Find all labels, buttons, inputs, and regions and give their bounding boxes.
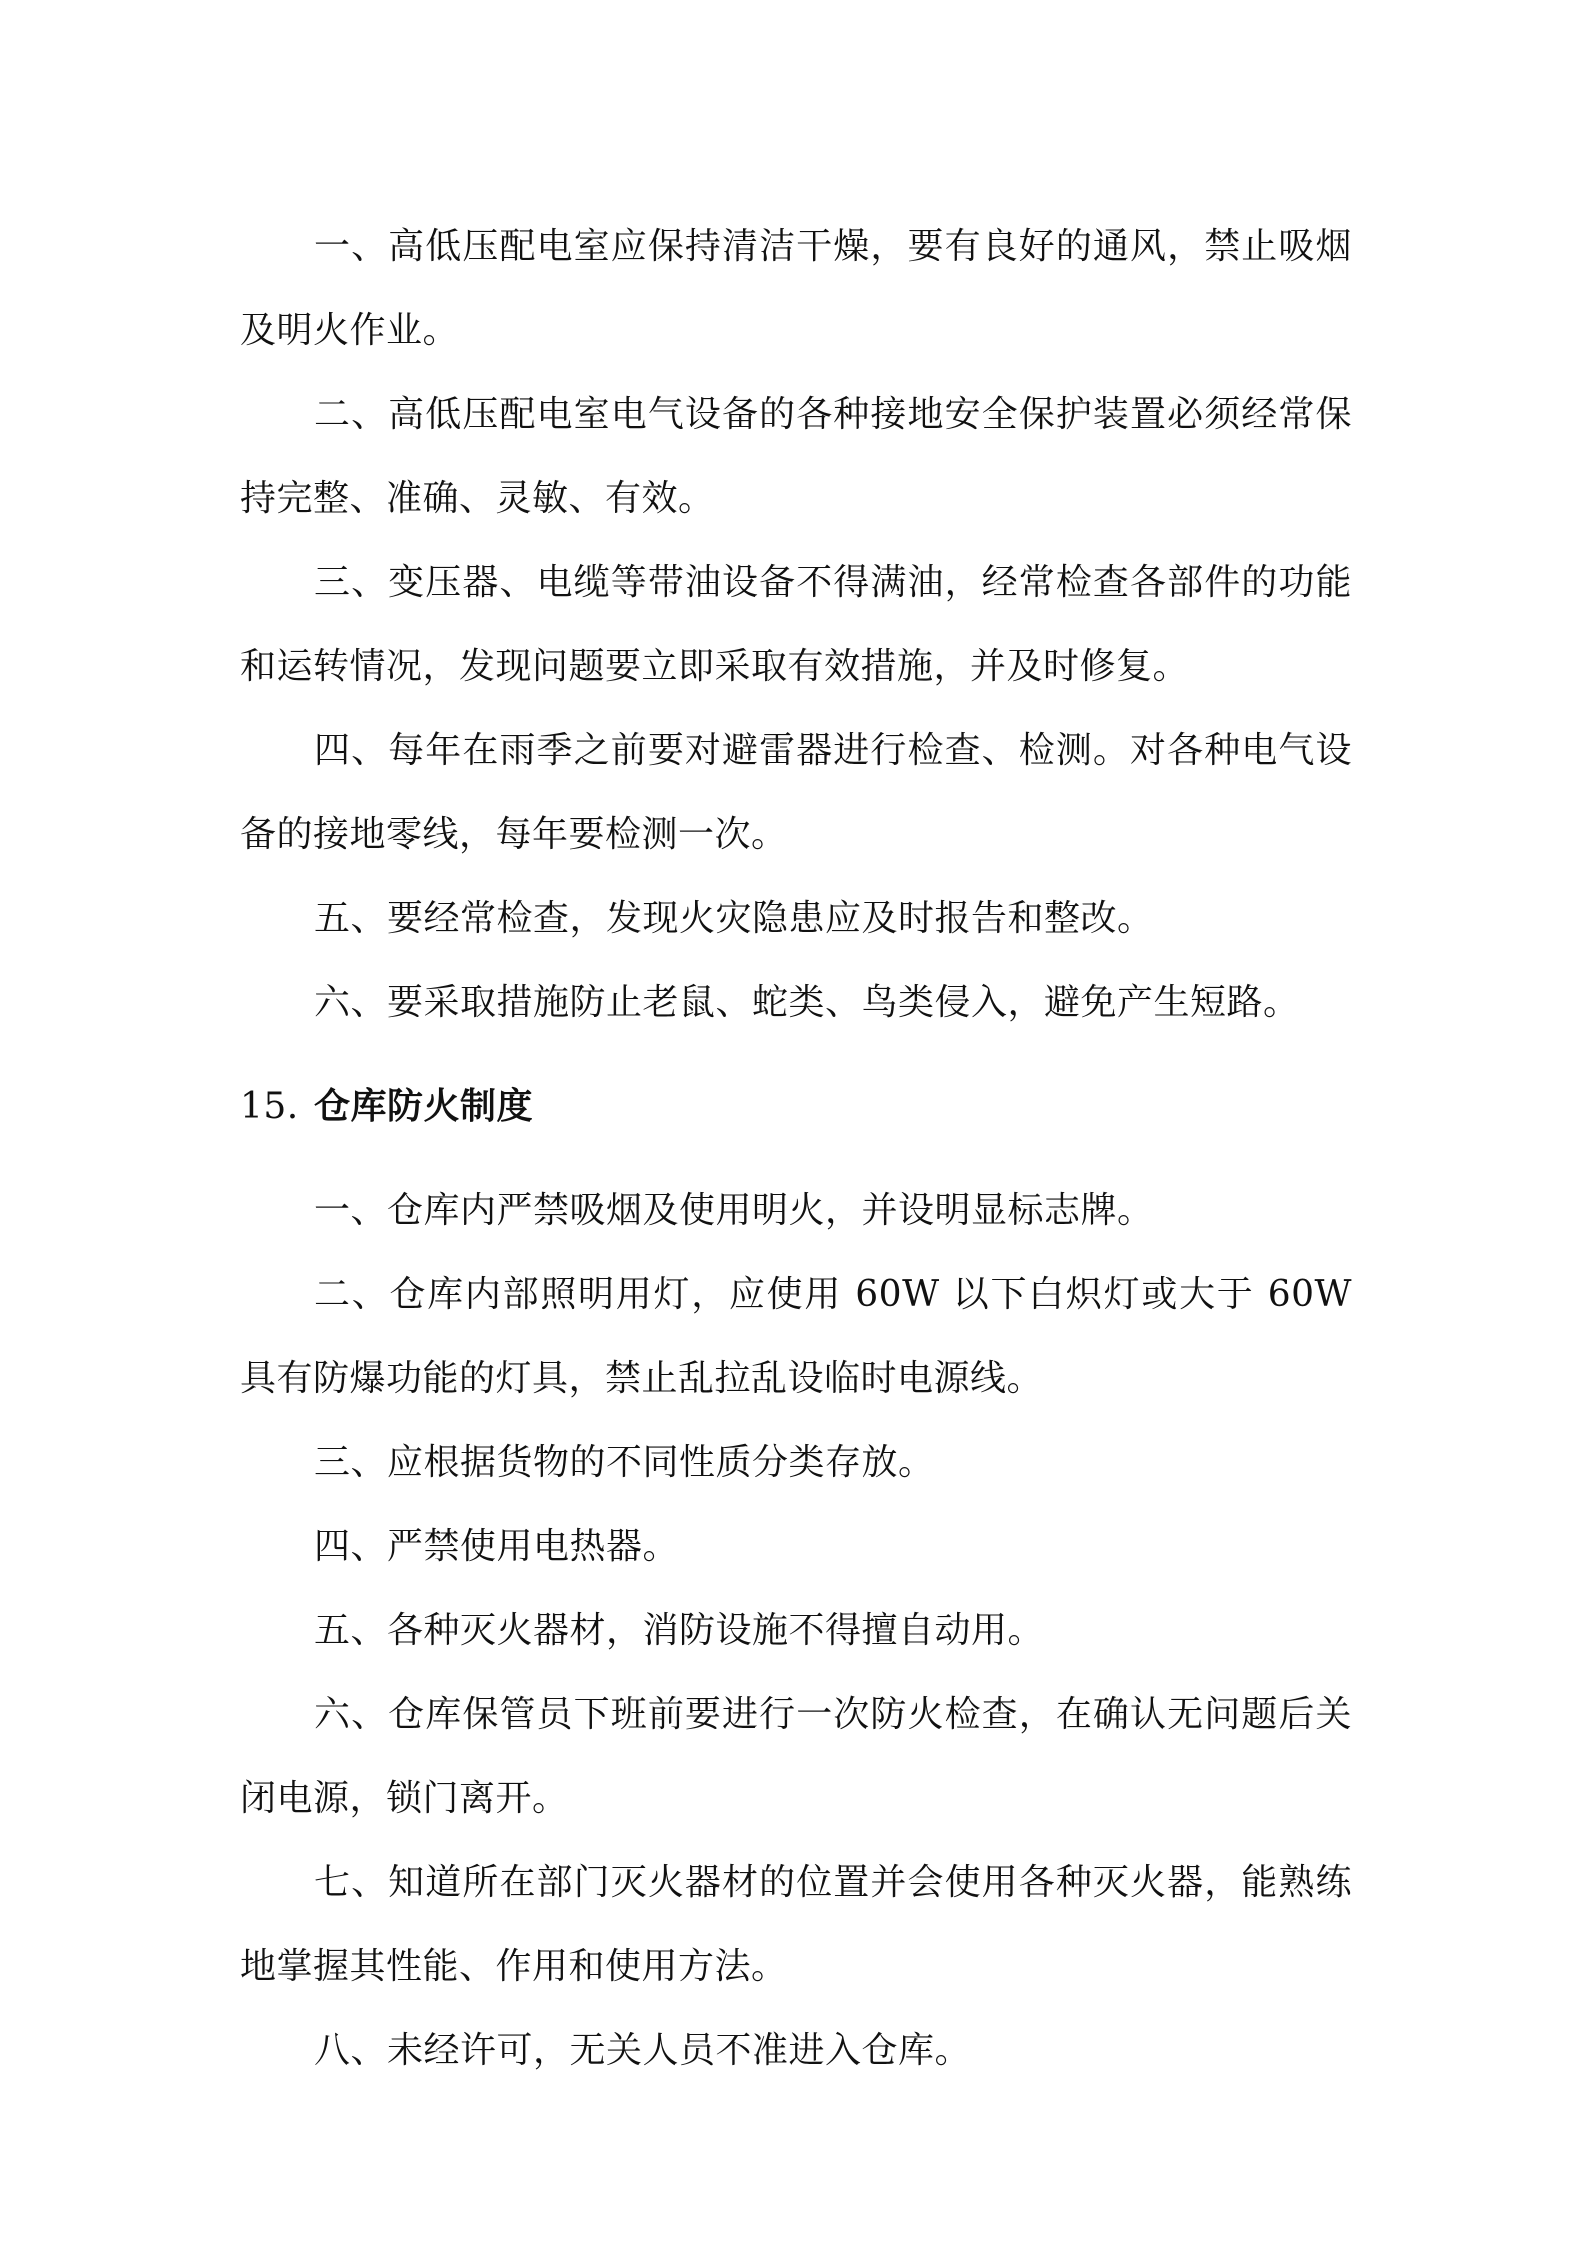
paragraph: 二、仓库内部照明用灯，应使用 60W 以下白炽灯或大于 60W 具有防爆功能的灯具，禁止乱拉乱设临时电源线。	[240, 1274, 1352, 1399]
paragraph: 三、变压器、电缆等带油设备不得满油，经常检查各部件的功能和运转情况，发现问题要立即采取有效措施，并及时修复。	[240, 562, 1352, 687]
spacer	[240, 1045, 1352, 1065]
paragraph: 四、每年在雨季之前要对避雷器进行检查、检测。对各种电气设备的接地零线，每年要检测一次。	[240, 730, 1352, 855]
paragraph: 八、未经许可，无关人员不准进入仓库。	[314, 2030, 972, 2071]
paragraph: 三、应根据货物的不同性质分类存放。	[314, 1442, 935, 1483]
paragraph: 六、仓库保管员下班前要进行一次防火检查，在确认无问题后关闭电源，锁门离开。	[240, 1694, 1352, 1819]
paragraph: 七、知道所在部门灭火器材的位置并会使用各种灭火器，能熟练地掌握其性能、作用和使用方法。	[240, 1862, 1352, 1987]
section-heading	[240, 1065, 1352, 1149]
page-content	[240, 205, 1352, 2093]
section-title: 仓库防火制度	[314, 1086, 534, 1127]
paragraph: 五、要经常检查，发现火灾隐患应及时报告和整改。	[314, 898, 1154, 939]
paragraph: 四、严禁使用电热器。	[314, 1526, 680, 1567]
paragraph: 一、高低压配电室应保持清洁干燥，要有良好的通风，禁止吸烟及明火作业。	[240, 226, 1352, 351]
paragraph: 一、仓库内严禁吸烟及使用明火，并设明显标志牌。	[314, 1190, 1154, 1231]
paragraph: 六、要采取措施防止老鼠、蛇类、鸟类侵入，避免产生短路。	[314, 982, 1300, 1023]
spacer	[240, 1149, 1352, 1169]
section-number: 15.	[240, 1086, 299, 1127]
paragraph: 五、各种灭火器材，消防设施不得擅自动用。	[314, 1610, 1045, 1651]
paragraph: 二、高低压配电室电气设备的各种接地安全保护装置必须经常保持完整、准确、灵敏、有效。	[240, 394, 1352, 519]
